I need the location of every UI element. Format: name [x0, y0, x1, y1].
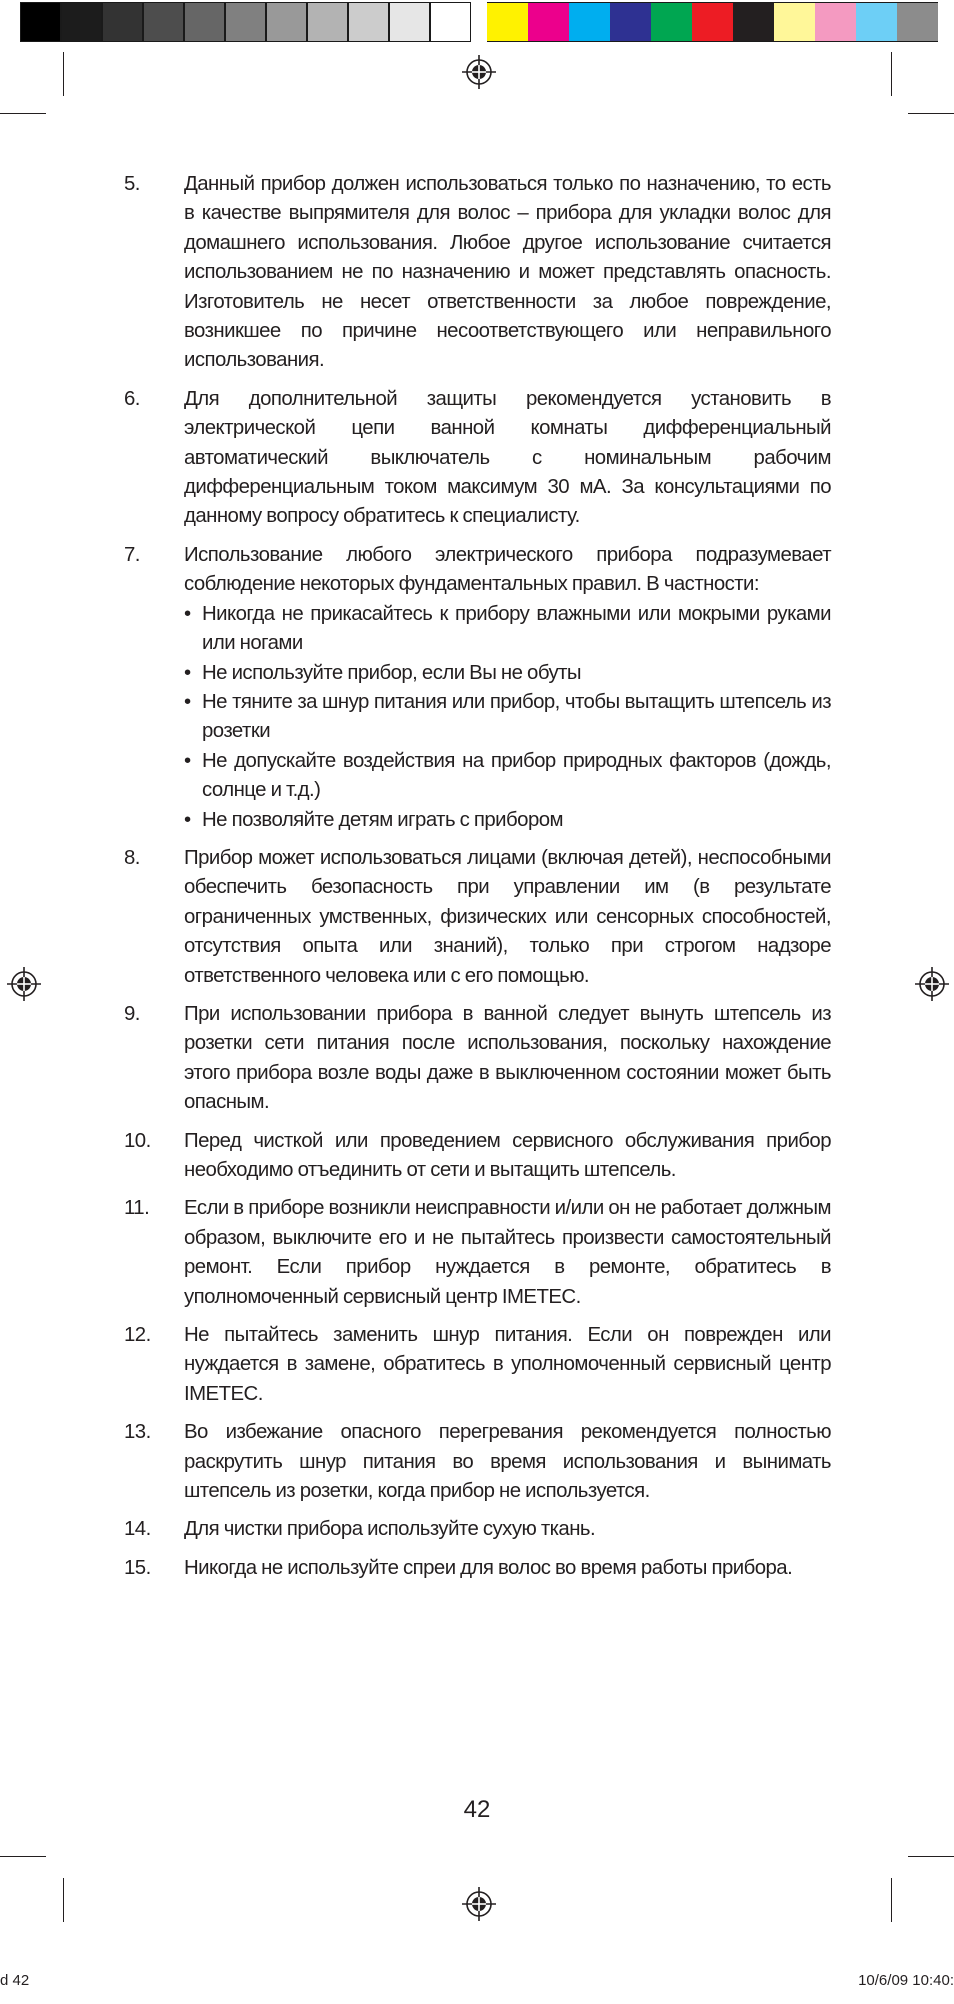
registration-left-icon [6, 966, 42, 1002]
process-color-swatch [528, 2, 569, 42]
bullet-item [184, 806, 831, 835]
item-text: Перед чисткой или проведением сервисного обслуживания прибор необходимо отъединить от сети и вытащить штепсель. [184, 1129, 831, 1181]
gray-swatch [20, 2, 61, 42]
crop-mark-top-right-h [908, 113, 954, 114]
item-number: 5. [124, 173, 140, 195]
gray-swatch [348, 2, 389, 42]
list-item [124, 541, 831, 835]
registration-top-icon [461, 54, 497, 90]
bullet-icon: • [184, 749, 191, 772]
process-color-bar [487, 2, 938, 42]
list-item [124, 1321, 831, 1409]
grayscale-color-bar [20, 2, 471, 42]
gray-swatch [102, 2, 143, 42]
page-number: 42 [463, 1796, 491, 1823]
item-number: 15. [124, 1556, 151, 1579]
process-color-swatch [487, 2, 528, 42]
bullet-icon: • [184, 602, 191, 625]
bullet-text: Не используйте прибор, если Вы не обуты [202, 661, 582, 684]
list-item [124, 1554, 831, 1583]
process-color-swatch [610, 2, 651, 42]
gray-swatch [143, 2, 184, 42]
item-text: Для чистки прибора используйте сухую ткань. [184, 1518, 596, 1541]
item-text: Не пытайтесь заменить шнур питания. Если он поврежден или нуждается в замене, обратитесь в уполномоченный сервисный центр IMETEC. [184, 1324, 831, 1405]
list-item [124, 1127, 831, 1186]
item-number: 13. [124, 1421, 151, 1444]
bullet-icon: • [184, 808, 191, 831]
gray-swatch [225, 2, 266, 42]
process-color-swatch [651, 2, 692, 42]
bullet-list [184, 600, 831, 835]
bullet-icon: • [184, 661, 191, 684]
item-text: Во избежание опасного перегревания рекомендуется полностью раскрутить шнур питания во время использования и вынимать штепсель из розетки, когда прибор не используется. [184, 1421, 831, 1503]
item-text: Данный прибор должен использоваться только по назначению, то есть в качестве выпрямителя для волос – прибора для укладки волос для домашнего использования. Любое другое использование считается использованием не по назначению и может представлять опасность. Изготовитель не несет ответственности за любое повреждение, возникшее по причине несоответствующего или неправильного использования. [184, 173, 831, 372]
list-item [124, 170, 831, 376]
gray-swatch [430, 2, 471, 42]
process-color-swatch [774, 2, 815, 42]
list-item [124, 1000, 831, 1118]
item-number: 11. [124, 1197, 150, 1220]
slug-file-label: d 42 [0, 1972, 30, 1989]
item-number: 6. [124, 387, 140, 410]
gray-swatch [184, 2, 225, 42]
bullet-item [184, 747, 831, 806]
crop-mark-bottom-right [891, 1878, 892, 1922]
bullet-item [184, 659, 831, 688]
process-color-swatch [815, 2, 856, 42]
gray-swatch [389, 2, 430, 42]
bullet-item [184, 688, 831, 747]
safety-instructions-list [124, 170, 831, 1592]
bullet-text: Никогда не прикасайтесь к прибору влажными или мокрыми руками или ногами [202, 602, 831, 655]
crop-mark-top-left-h [0, 113, 46, 114]
gray-swatch [307, 2, 348, 42]
process-color-swatch [692, 2, 733, 42]
process-color-swatch [733, 2, 774, 42]
crop-mark-bottom-left [63, 1878, 64, 1922]
list-item [124, 385, 831, 532]
gray-swatch [61, 2, 102, 42]
process-color-swatch [569, 2, 610, 42]
bullet-text: Не тяните за шнур питания или прибор, чтобы вытащить штепсель из розетки [202, 690, 831, 743]
gray-swatch [266, 2, 307, 42]
list-item [124, 844, 831, 991]
item-number: 14. [124, 1518, 151, 1541]
item-text: При использовании прибора в ванной следует вынуть штепсель из розетки сети питания после использования, поскольку нахождение этого прибора возле воды даже в выключенном состоянии может быть опасным. [184, 1002, 831, 1114]
bullet-text: Не позволяйте детям играть с прибором [202, 808, 563, 831]
item-text: Прибор может использоваться лицами (включая детей), неспособными обеспечить безопасность при управлении им (в результате ограниченных умственных, физических или сенсорных способностей, отсутствия опыта или знаний), только при строгом надзоре ответственного человека или с его помощью. [184, 846, 831, 987]
registration-bottom-icon [461, 1886, 497, 1922]
list-item [124, 1515, 831, 1544]
item-number: 7. [124, 543, 140, 566]
item-number: 8. [124, 846, 140, 869]
item-text: Использование любого электрического прибора подразумевает соблюдение некоторых фундаментальных правил. В частности: [184, 543, 831, 596]
item-text: Никогда не используйте спреи для волос во время работы прибора. [184, 1556, 793, 1579]
item-text: Для дополнительной защиты рекомендуется установить в электрической цепи ванной комнаты дифференциальный автоматический выключатель с номинальным рабочим дифференциальным током максимум 30 мА. За консультациями по данному вопросу обратитесь к специалисту. [184, 387, 831, 528]
slug-timestamp: 10/6/09 10:40: [858, 1972, 954, 1989]
process-color-swatch [897, 2, 938, 42]
item-number: 12. [124, 1324, 151, 1347]
item-number: 9. [124, 1002, 140, 1025]
list-item [124, 1194, 831, 1312]
bullet-text: Не допускайте воздействия на прибор природных факторов (дождь, солнце и т.д.) [202, 749, 831, 802]
list-item [124, 1418, 831, 1506]
crop-mark-bottom-left-h [0, 1856, 46, 1857]
bullet-item [184, 600, 831, 659]
crop-mark-top-right [891, 52, 892, 96]
registration-right-icon [914, 966, 950, 1002]
bullet-icon: • [184, 690, 191, 713]
crop-mark-bottom-right-h [908, 1856, 954, 1857]
crop-mark-top-left [63, 52, 64, 96]
item-text: Если в приборе возникли неисправности и/или он не работает должным образом, выключите его и не пытайтесь произвести самостоятельный ремонт. Если прибор нуждается в ремонте, обратитесь в уполномоченный сервисный центр IMETEC. [184, 1197, 831, 1308]
process-color-swatch [856, 2, 897, 42]
item-number: 10. [124, 1129, 151, 1152]
